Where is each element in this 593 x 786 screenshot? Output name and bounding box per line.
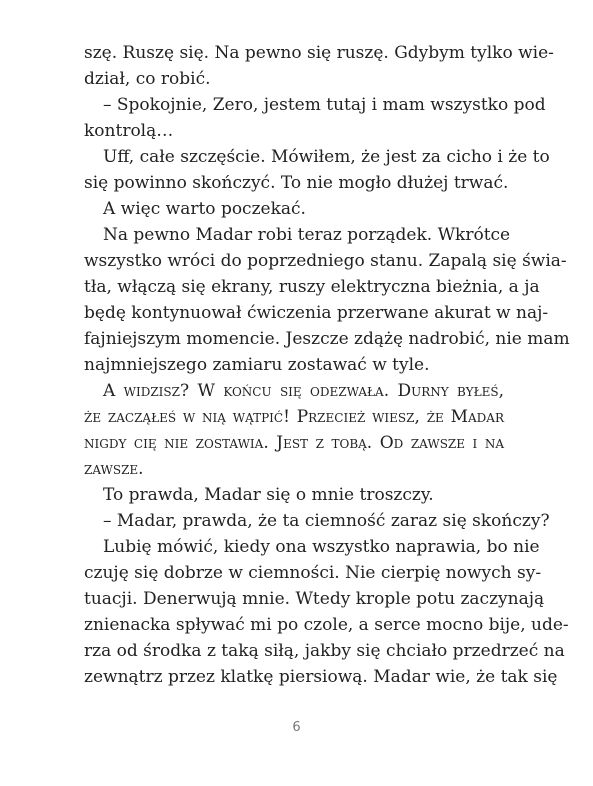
text-line: To prawda, Madar się o mnie troszczy. xyxy=(103,485,434,505)
text-line: kontrolą… xyxy=(84,121,174,141)
page-number: 6 xyxy=(292,720,301,735)
text-line: będę kontynuował ćwiczenia przerwane akurat w naj- xyxy=(84,303,549,323)
text-line: tła, włączą się ekrany, ruszy elektryczna bieżnia, a ja xyxy=(84,277,540,297)
text-line: rza od środka z taką siłą, jakby się chciało przedrzeć na xyxy=(84,641,565,661)
text-line: A więc warto poczekać. xyxy=(103,199,306,219)
text-line: fajniejszym momencie. Jeszcze zdążę nadrobić, nie mam xyxy=(84,329,570,349)
text-line: znienacka spływać mi po czole, a serce mocno bije, ude- xyxy=(84,615,569,635)
text-line: szę. Ruszę się. Na pewno się ruszę. Gdybym tylko wie- xyxy=(84,43,554,63)
text-line: wszystko wróci do poprzedniego stanu. Zapalą się świa- xyxy=(84,251,567,271)
text-line: że zacząłeś w nią wątpić! Przecież wiesz, że Madar xyxy=(84,407,504,427)
text-line: Na pewno Madar robi teraz porządek. Wkrótce xyxy=(103,225,511,245)
body-text xyxy=(84,40,570,690)
text-line: się powinno skończyć. To nie mogło dłużej trwać. xyxy=(84,173,509,193)
text-line: czuję się dobrze w ciemności. Nie cierpię nowych sy- xyxy=(84,563,542,583)
text-line: Uff, całe szczęście. Mówiłem, że jest za cicho i że to xyxy=(103,147,550,167)
text-line: tuacji. Denerwują mnie. Wtedy krople potu zaczynają xyxy=(84,589,545,609)
text-line: – Madar, prawda, że ta ciemność zaraz się skończy? xyxy=(103,511,550,531)
text-line: A widzisz? W końcu się odezwała. Durny byłeś, xyxy=(103,381,504,401)
text-line: nigdy cię nie zostawia. Jest z tobą. Od zawsze i na xyxy=(84,433,504,453)
text-line: zawsze. xyxy=(84,459,144,479)
text-line: Lubię mówić, kiedy ona wszystko naprawia, bo nie xyxy=(103,537,540,557)
text-line: zewnątrz przez klatkę piersiową. Madar wie, że tak się xyxy=(84,667,558,687)
text-line: – Spokojnie, Zero, jestem tutaj i mam wszystko pod xyxy=(103,95,546,115)
text-line: dział, co robić. xyxy=(84,69,211,89)
text-line: najmniejszego zamiaru zostawać w tyle. xyxy=(84,355,430,375)
